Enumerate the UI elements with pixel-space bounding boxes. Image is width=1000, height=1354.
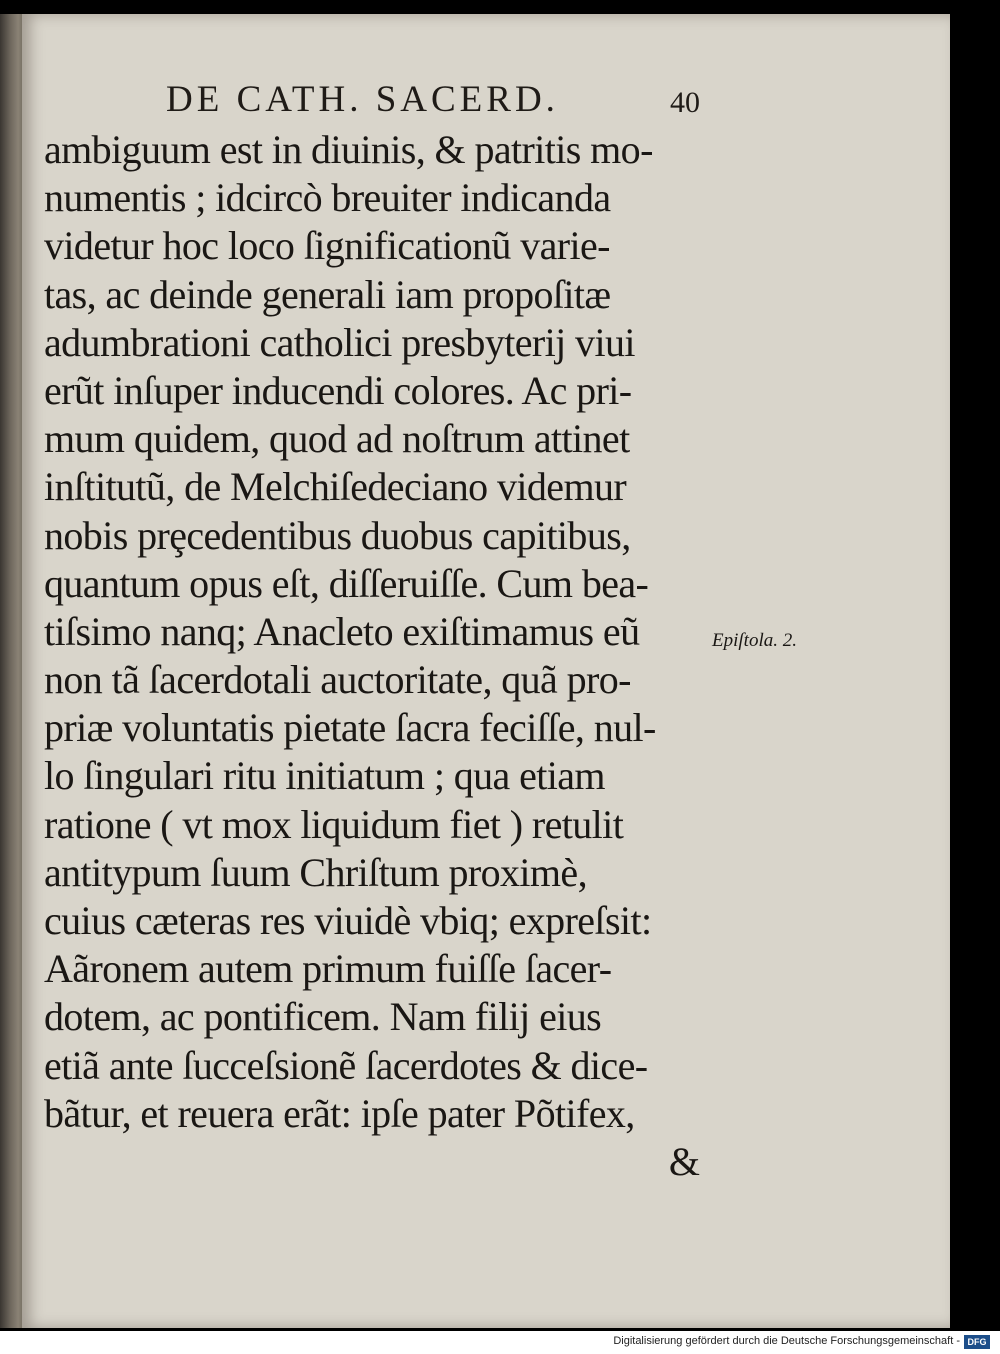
text-line: tas, ac deinde generali iam propoſitæ (44, 271, 611, 317)
funding-credit: Digitalisierung gefördert durch die Deutsche Forschungsgemeinschaft - (613, 1335, 960, 1347)
text-line: ambiguum est in diuinis, & patritis mo- (44, 127, 653, 172)
text-line: priæ voluntatis pietate ſacra feciſſe, nul- (44, 705, 656, 751)
text-line: Aãronem autem primum fuiſſe ſacer- (44, 946, 612, 992)
catchword: & (668, 1138, 700, 1184)
text-line: numentis ; idcircò breuiter indicanda (44, 175, 611, 221)
text-line: inſtitutũ, de Melchiſedeciano videmur (44, 464, 627, 510)
text-line: dotem, ac pontificem. Nam filij eius (44, 994, 602, 1040)
text-line: non tã ſacerdotali auctoritate, quã pro- (44, 657, 631, 703)
page-number: 40 (670, 86, 700, 119)
text-line: adumbrationi catholici presbyterij viui (44, 319, 635, 365)
text-line: erũt inſuper inducendi colores. Ac pri- (44, 367, 632, 413)
running-head: DE CATH. SACERD. (166, 79, 559, 120)
text-line: antitypum ſuum Chriſtum proximè, (44, 849, 587, 895)
footer-bar (0, 1331, 1000, 1354)
dfg-logo-icon: DFG (964, 1335, 990, 1349)
text-line: lo ſingulari ritu initiatum ; qua etiam (44, 753, 605, 799)
marginal-note: Epiſtola. 2. (712, 630, 797, 651)
text-line: ratione ( vt mox liquidum fiet ) retulit (44, 801, 624, 847)
text-line: videtur hoc loco ſignificationũ varie- (44, 223, 610, 269)
text-line: etiã ante ſucceſsionẽ ſacerdotes & dice- (44, 1042, 648, 1088)
text-line: quantum opus eſt, diſſeruiſſe. Cum bea- (44, 560, 649, 606)
text-line: cuius cæteras res viuidè vbiq; expreſsit: (44, 898, 652, 943)
body-text (44, 126, 724, 1186)
page-header (166, 78, 706, 122)
text-line: tiſsimo nanq; Anacleto exiſtimamus eũ (44, 608, 640, 654)
text-line: bãtur, et reuera erãt: ipſe pater Põtifex, (44, 1090, 635, 1136)
scan-border (950, 14, 1000, 1328)
text-line: nobis prȩcedentibus duobus capitibus, (44, 512, 631, 558)
text-line: mum quidem, quod ad noſtrum attinet (44, 416, 630, 462)
